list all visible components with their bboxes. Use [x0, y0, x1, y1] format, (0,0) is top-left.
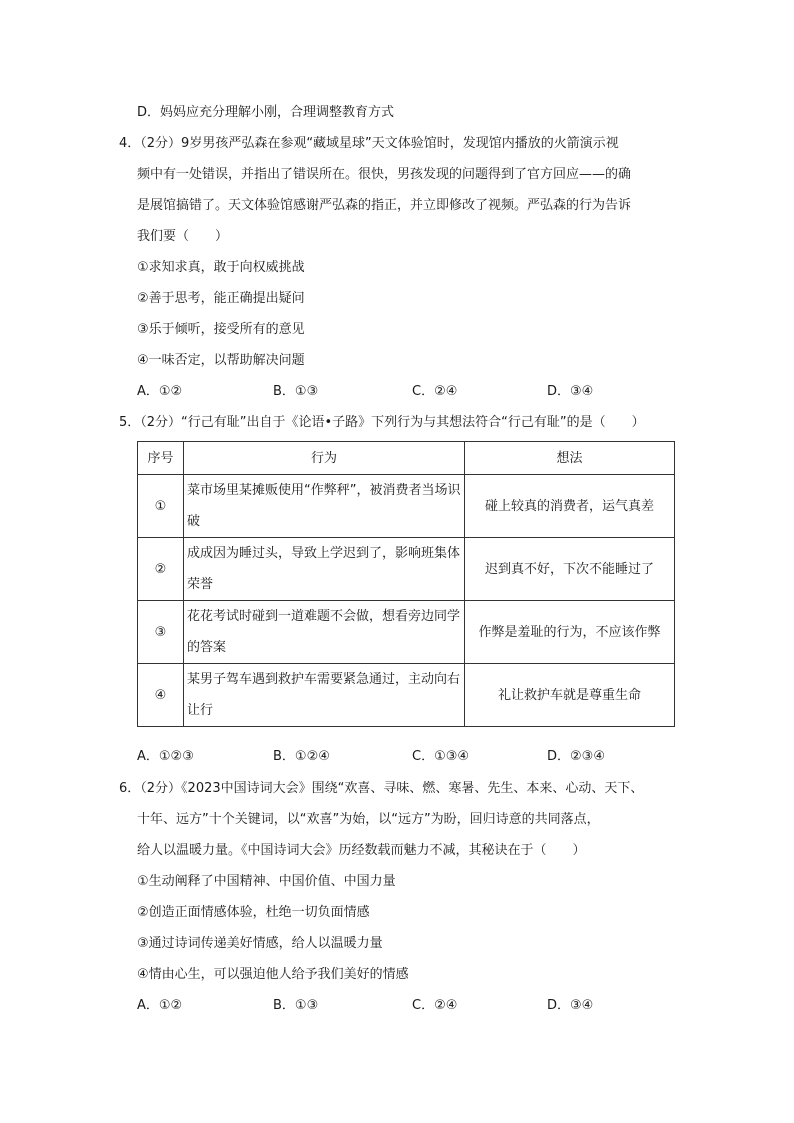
header-behavior: 行为 [184, 442, 465, 475]
q4-statement-2: ②善于思考，能正确提出疑问 [137, 291, 305, 306]
q6-statement-4: ④情由心生，可以强迫他人给予我们美好的情感 [137, 967, 409, 982]
row-number: ③ [138, 601, 184, 664]
q6-statement-2: ②创造正面情感体验，杜绝一切负面情感 [137, 905, 370, 920]
q6-stem-line-1: 6．（2分）《2023中国诗词大会》围绕“欢喜、寻味、燃、寒暑、先生、本来、心动、天下、 [119, 781, 644, 796]
q4-options [137, 382, 677, 402]
q6-option-d[interactable]: D．③④ [547, 998, 594, 1013]
table-row [138, 664, 675, 727]
q6-stem-line-3: 给人以温暖力量。《中国诗词大会》历经数载而魅力不减，其秘诀在于（ ） [137, 843, 586, 858]
q4-statement-4: ④一味否定，以帮助解决问题 [137, 353, 305, 368]
q3-option-d: D．妈妈应充分理解小刚，合理调整教育方式 [137, 105, 395, 120]
q5-option-a[interactable]: A．①②③ [137, 749, 194, 764]
row-thought: 礼让救护车就是尊重生命 [465, 664, 675, 727]
q4-option-c[interactable]: C．②④ [412, 384, 458, 399]
q4-stem-line-3: 是展馆搞错了。天文体验馆感谢严弘森的指正，并立即修改了视频。严弘森的行为告诉 [137, 198, 632, 213]
q5-option-d[interactable]: D．②③④ [547, 749, 605, 764]
table-header-row [138, 442, 675, 475]
table-row [138, 538, 675, 601]
q6-option-a[interactable]: A．①② [137, 998, 183, 1013]
row-behavior: 菜市场里某摊贩使用“作弊秤”，被消费者当场识破 [184, 475, 465, 538]
q6-statement-3: ③通过诗词传递美好情感，给人以温暖力量 [137, 936, 383, 951]
table-row [138, 601, 675, 664]
row-behavior: 花花考试时碰到一道难题不会做，想看旁边同学的答案 [184, 601, 465, 664]
q4-statement-1: ①求知求真，敢于向权威挑战 [137, 260, 305, 275]
q4-stem-line-4: 我们要（ ） [137, 229, 229, 244]
row-behavior: 某男子驾车遇到救护车需要紧急通过，主动向右让行 [184, 664, 465, 727]
q6-stem-line-2: 十年、远方”十个关键词，以“欢喜”为始，以“远方”为盼，回归诗意的共同落点， [137, 812, 600, 827]
q6-options [137, 996, 677, 1016]
q4-statement-3: ③乐于倾听，接受所有的意见 [137, 322, 305, 337]
q4-option-a[interactable]: A．①② [137, 384, 183, 399]
row-thought: 碰上较真的消费者，运气真差 [465, 475, 675, 538]
row-number: ① [138, 475, 184, 538]
row-number: ④ [138, 664, 184, 727]
q6-statement-1: ①生动阐释了中国精神、中国价值、中国力量 [137, 874, 396, 889]
q5-stem: 5．（2分）“行己有耻”出自于《论语•子路》下列行为与其想法符合“行己有耻”的是（ ） [119, 415, 645, 430]
q4-option-d[interactable]: D．③④ [547, 384, 594, 399]
row-behavior: 成成因为睡过头，导致上学迟到了，影响班集体荣誉 [184, 538, 465, 601]
q5-option-c[interactable]: C．①③④ [412, 749, 470, 764]
row-thought: 作弊是羞耻的行为，不应该作弊 [465, 601, 675, 664]
table-row [138, 475, 675, 538]
q4-option-b[interactable]: B．①③ [273, 384, 319, 399]
row-thought: 迟到真不好，下次不能睡过了 [465, 538, 675, 601]
q5-option-b[interactable]: B．①②④ [273, 749, 330, 764]
row-number: ② [138, 538, 184, 601]
q6-option-b[interactable]: B．①③ [273, 998, 319, 1013]
q4-stem-line-1: 4．（2分）9岁男孩严弘森在参观“藏域星球”天文体验馆时，发现馆内播放的火箭演示视 [119, 136, 619, 151]
q6-option-c[interactable]: C．②④ [412, 998, 458, 1013]
q4-stem-line-2: 频中有一处错误，并指出了错误所在。很快，男孩发现的问题得到了官方回应——的确 [137, 167, 632, 182]
q5-table [137, 441, 675, 727]
header-thought: 想法 [465, 442, 675, 475]
header-number: 序号 [138, 442, 184, 475]
q5-options [137, 747, 677, 767]
